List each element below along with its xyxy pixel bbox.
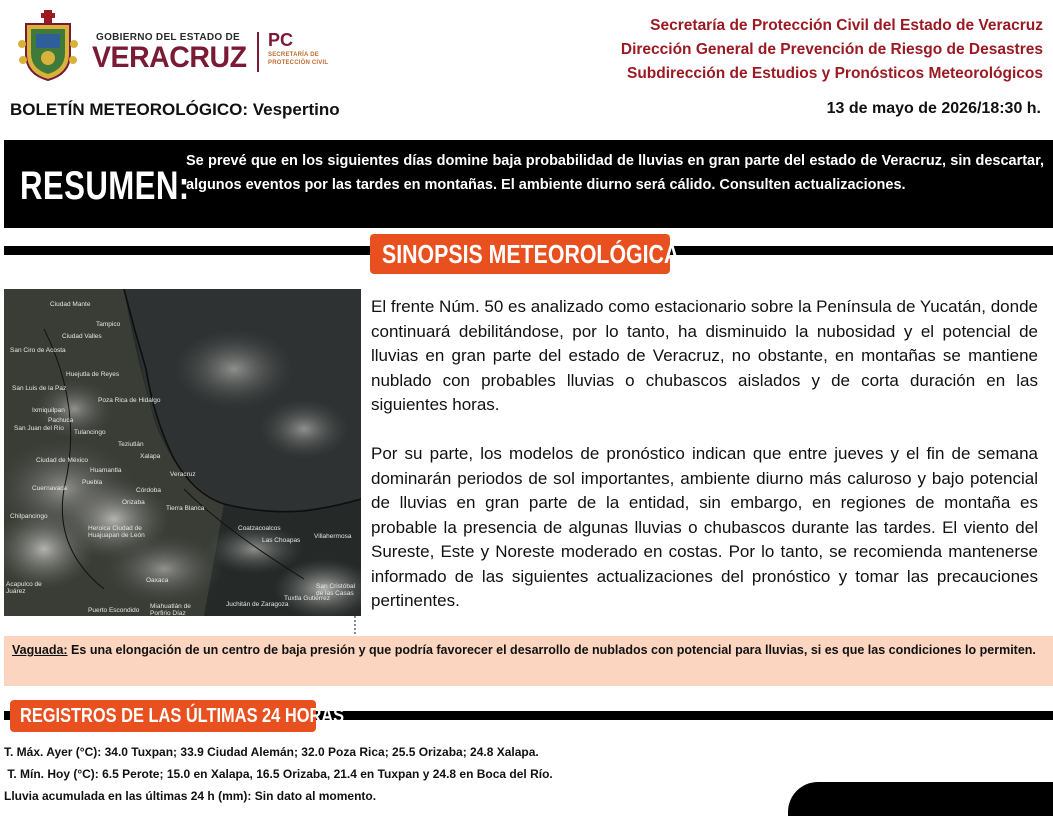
- logo-veracruz-text: VERACRUZ: [92, 41, 247, 74]
- map-label: Córdoba: [136, 487, 161, 494]
- summary-text: Se prevé que en los siguientes días domine baja probabilidad de lluvias en gran parte del estado de Veracruz, sin descartar, algunos eventos por las tardes en montañas. El ambiente diurno será cálido. Consulten actualizaciones.: [186, 153, 1044, 193]
- logo-divider: [257, 32, 259, 72]
- registro-tmax: T. Máx. Ayer (°C): 34.0 Tuxpan; 33.9 Ciudad Alemán; 32.0 Poza Rica; 25.5 Orizaba; 24.8 Xalapa.: [4, 745, 539, 759]
- map-label: Tuxtla Gutiérrez: [284, 595, 330, 602]
- map-label: Cuernavaca: [32, 485, 68, 492]
- map-label: Poza Rica de Hidalgo: [98, 397, 161, 404]
- map-label: Ciudad Valles: [62, 333, 102, 340]
- map-label: Veracruz: [170, 471, 196, 478]
- organization-header: [621, 14, 1043, 86]
- satellite-image: [4, 289, 361, 616]
- pc-logo-subtitle-1: SECRETARÍA DE: [268, 52, 319, 58]
- sinopsis-text: [371, 295, 1038, 614]
- map-label: San Cristóbal de las Casas: [316, 583, 356, 597]
- map-label: Juchitán de Zaragoza: [226, 601, 289, 608]
- map-label: Villahermosa: [314, 533, 352, 540]
- sinopsis-paragraph-1: El frente Núm. 50 es analizado como estacionario sobre la Península de Yucatán, donde continuará debilitándose, por lo tanto, ha disminuido la nubosidad y el potencial de lluvias en gran parte del estado de Veracruz, no obstante, en montañas se mantiene nublado con probables lluvias o chubascos aislados y de corta duración en las siguientes horas.: [371, 297, 1038, 414]
- pc-logo-mark: PC: [268, 30, 294, 50]
- map-label: Xalapa: [140, 453, 161, 460]
- map-label: Tulancingo: [74, 429, 106, 436]
- sinopsis-heading-text: SINOPSIS METEOROLÓGICA: [382, 239, 680, 269]
- pc-logo-subtitle-2: PROTECCIÓN CIVIL: [268, 60, 329, 66]
- map-label: San Luis de la Paz: [12, 385, 67, 392]
- map-label: Tampico: [96, 321, 121, 328]
- government-logo: [18, 10, 338, 82]
- map-label: Miahuatlán de Porfirio Díaz: [150, 603, 191, 616]
- map-label: Tierra Blanca: [166, 505, 205, 512]
- sinopsis-heading: [370, 234, 680, 274]
- map-label: Oaxaca: [146, 577, 169, 584]
- sinopsis-paragraph-2: Por su parte, los modelos de pronóstico indican que entre jueves y el fin de semana dominarán periodos de sol importantes, ambiente diurno más caluroso y bajo potencial de lluvias en gran parte de la entidad, sin embargo, en regiones de montaña es probable la presencia de algunas lluvias o chubascos durante las tardes. El viento del Sureste, Este y Noreste moderado en costas. Por lo tanto, se recomienda mantenerse informado de las siguientes actualizaciones del pronóstico y tomar las precauciones pertinentes.: [371, 444, 1038, 610]
- map-label: Heroica Ciudad de Huajuapan de León: [88, 525, 145, 539]
- registro-tmin: T. Mín. Hoy (°C): 6.5 Perote; 15.0 en Xalapa, 16.5 Orizaba, 21.4 en Tuxpan y 24.8 en Boca del Río.: [4, 767, 553, 781]
- map-label: Orizaba: [122, 499, 145, 506]
- org-line-subdireccion: Subdirección de Estudios y Pronósticos Meteorológicos: [627, 65, 1043, 82]
- map-label: San Juan del Río: [14, 425, 64, 432]
- summary-box: [4, 140, 1053, 228]
- vaguada-definition: Es una elongación de un centro de baja presión y que podría favorecer el desarrollo de nublados con potencial para lluvias, si es que las condiciones lo permiten.: [67, 643, 1036, 657]
- bulletin-title: BOLETÍN METEOROLÓGICO: Vespertino: [10, 100, 340, 119]
- map-label: Huamantla: [90, 467, 122, 474]
- corner-decoration: [788, 782, 1053, 816]
- map-label: Ciudad de México: [36, 457, 89, 464]
- veracruz-crest-icon: [18, 10, 78, 82]
- map-label: San Ciro de Acosta: [10, 347, 66, 354]
- dotted-connector: [354, 616, 356, 638]
- map-label: Huejutla de Reyes: [66, 371, 120, 378]
- registros-heading-text: REGISTROS DE LAS ÚLTIMAS 24 HORAS: [20, 705, 345, 727]
- org-line-direccion: Dirección General de Prevención de Riesgo de Desastres: [620, 41, 1043, 58]
- map-label: Puerto Escondido: [88, 607, 140, 614]
- map-label: Las Choapas: [262, 537, 301, 544]
- map-label: Puebla: [82, 479, 103, 486]
- registros-heading: [10, 700, 345, 732]
- vaguada-term: Vaguada:: [12, 643, 68, 657]
- registro-lluvia: Lluvia acumulada en las últimas 24 h (mm): Sin dato al momento.: [4, 789, 377, 803]
- summary-label: RESUMEN:: [20, 164, 190, 208]
- bulletin-date: 13 de mayo de 2026/18:30 h.: [826, 100, 1041, 117]
- satellite-map: [4, 289, 361, 616]
- org-line-secretaria: Secretaría de Protección Civil del Estado de Veracruz: [650, 17, 1043, 34]
- map-label: Acapulco de Juárez: [6, 581, 42, 595]
- map-label: Ixmiquilpan: [32, 407, 65, 414]
- map-label: Ciudad Mante: [50, 301, 91, 308]
- map-label: Coatzacoalcos: [238, 525, 281, 532]
- map-label: Chilpancingo: [10, 513, 48, 520]
- map-label: Pachuca: [48, 417, 74, 424]
- vaguada-definition-box: [4, 636, 1053, 686]
- logo-government-text: GOBIERNO DEL ESTADO DE: [96, 32, 241, 43]
- map-label: Teziutlán: [118, 441, 144, 448]
